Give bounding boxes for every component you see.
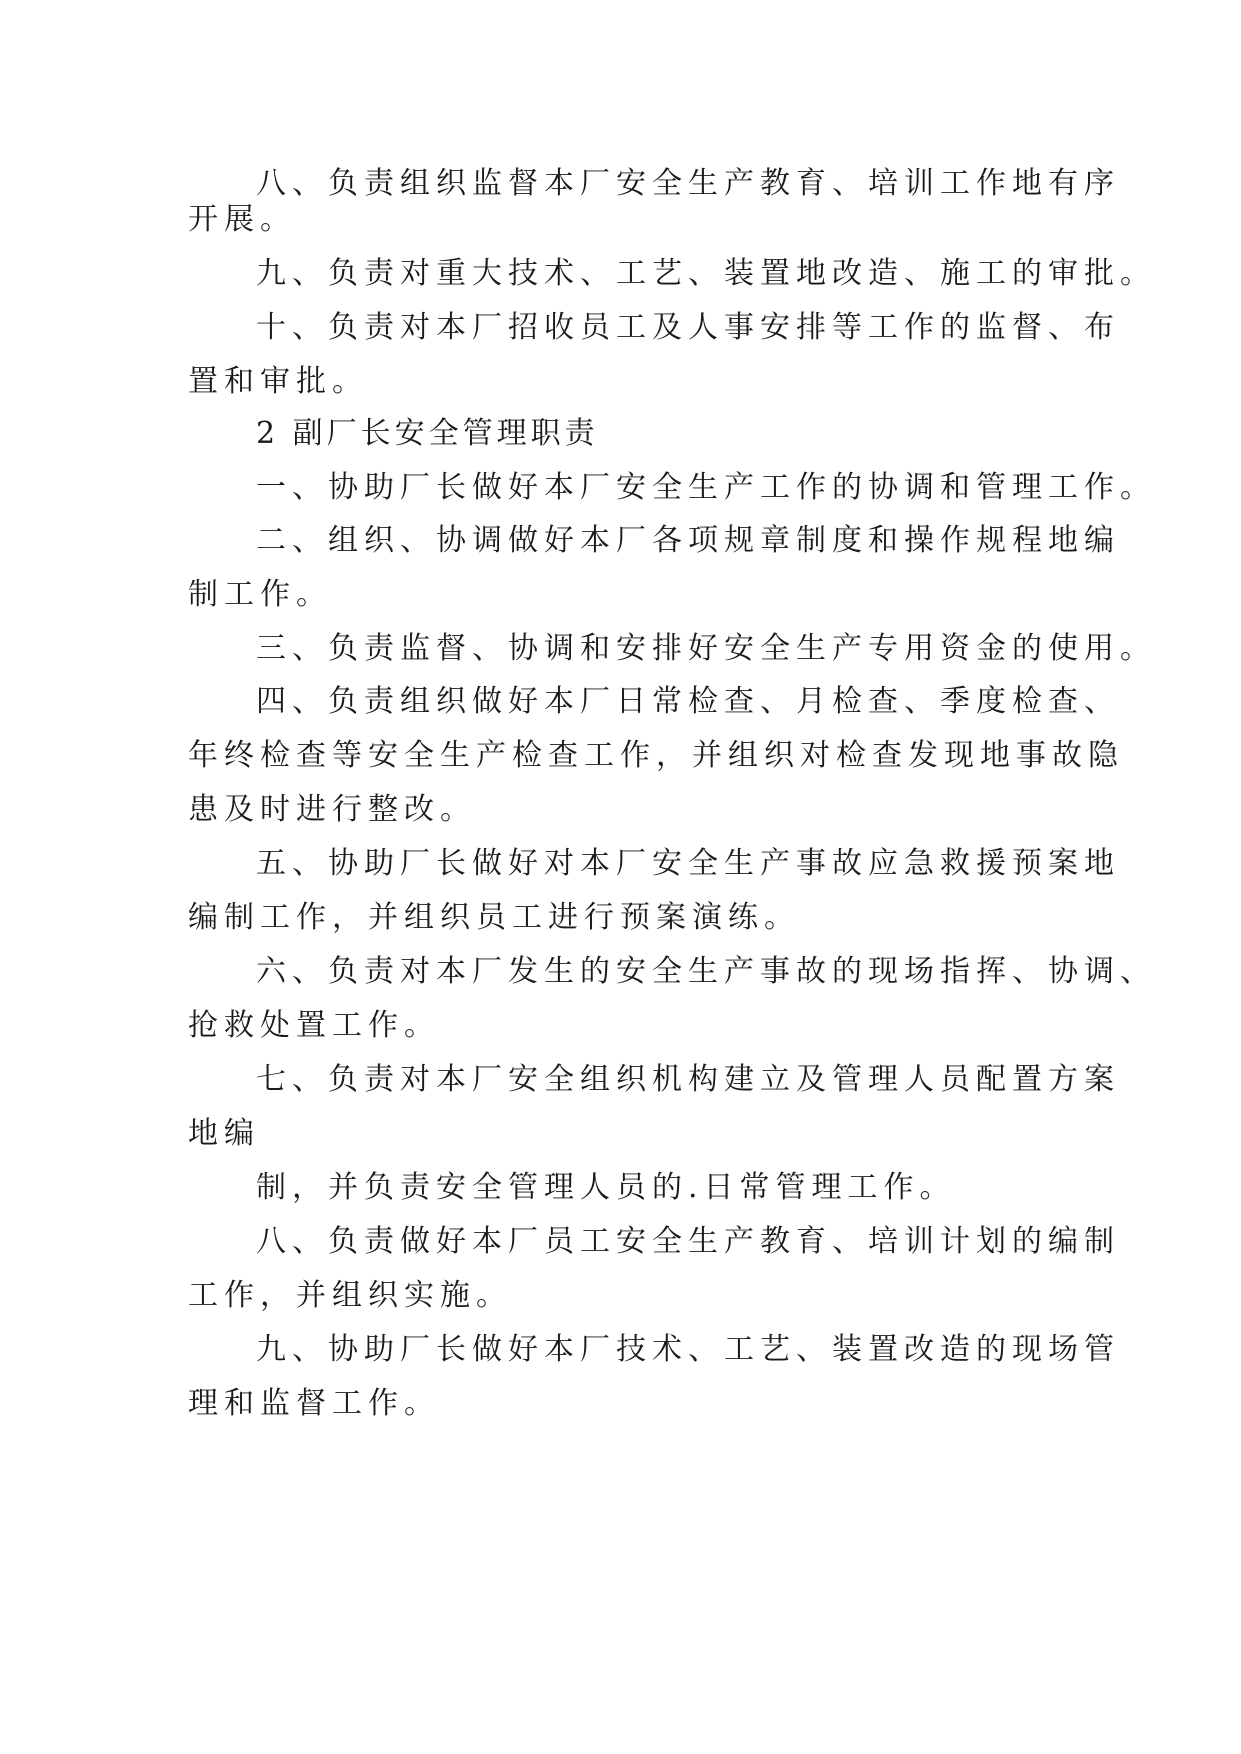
paragraph-line: 七、负责对本厂安全组织机构建立及管理人员配置方案 [256, 1062, 1120, 1097]
paragraph-line: 八、负责组织监督本厂安全生产教育、培训工作地有序 [256, 166, 1120, 201]
paragraph-line: 工作，并组织实施。 [188, 1278, 512, 1313]
paragraph-line: 抢救处置工作。 [188, 1008, 440, 1043]
paragraph-line: 四、负责组织做好本厂日常检查、月检查、季度检查、 [256, 684, 1120, 719]
paragraph-line: 置和审批。 [188, 364, 368, 399]
paragraph-line: 编制工作，并组织员工进行预案演练。 [188, 900, 800, 935]
paragraph-line: 一、协助厂长做好本厂安全生产工作的协调和管理工作。 [256, 470, 1156, 505]
paragraph-line: 开展。 [188, 202, 296, 237]
paragraph-line: 十、负责对本厂招收员工及人事安排等工作的监督、布 [256, 310, 1120, 345]
paragraph-line: 五、协助厂长做好对本厂安全生产事故应急救援预案地 [256, 846, 1120, 881]
section-heading: 2 副厂长安全管理职责 [256, 416, 599, 451]
paragraph-line: 九、负责对重大技术、工艺、装置地改造、施工的审批。 [256, 256, 1156, 291]
paragraph-line: 地编 [188, 1116, 260, 1151]
paragraph-line: 制，并负责安全管理人员的.日常管理工作。 [256, 1170, 956, 1205]
paragraph-line: 八、负责做好本厂员工安全生产教育、培训计划的编制 [256, 1224, 1120, 1259]
paragraph-line: 年终检查等安全生产检查工作，并组织对检查发现地事故隐 [188, 738, 1124, 773]
paragraph-line: 二、组织、协调做好本厂各项规章制度和操作规程地编 [256, 523, 1120, 558]
paragraph-line: 制工作。 [188, 577, 332, 612]
paragraph-line: 理和监督工作。 [188, 1386, 440, 1421]
paragraph-line: 三、负责监督、协调和安排好安全生产专用资金的使用。 [256, 631, 1156, 666]
paragraph-line: 九、协助厂长做好本厂技术、工艺、装置改造的现场管 [256, 1332, 1120, 1367]
paragraph-line: 六、负责对本厂发生的安全生产事故的现场指挥、协调、 [256, 954, 1156, 989]
paragraph-line: 患及时进行整改。 [188, 792, 476, 827]
